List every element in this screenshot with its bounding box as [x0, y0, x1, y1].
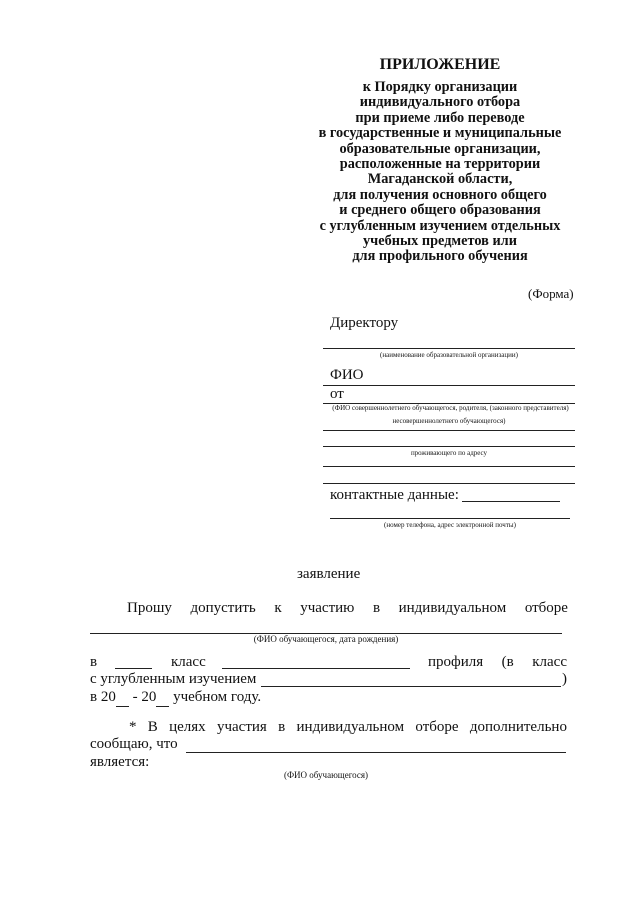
- note-word: индивидуальном: [296, 719, 405, 735]
- request-word: в: [372, 600, 381, 616]
- subtitle-line: при приеме либо переводе: [355, 109, 525, 126]
- year-end-field[interactable]: [156, 689, 169, 707]
- subjects-field[interactable]: [261, 686, 561, 687]
- close-paren: ): [562, 671, 567, 687]
- note-word: дополнительно: [469, 719, 567, 735]
- subtitle-line: Магаданской области,: [367, 171, 513, 188]
- subtitle-line: образовательные организации,: [339, 140, 541, 157]
- academic-year: [90, 689, 261, 707]
- fio-field[interactable]: [323, 385, 575, 386]
- note-word: участия: [216, 719, 267, 735]
- address-field[interactable]: [323, 466, 575, 467]
- subtitle-line: в государственные и муниципальные: [318, 125, 562, 142]
- applicant-name-field-2[interactable]: [323, 430, 575, 431]
- director-label: Директору: [330, 315, 399, 331]
- year-mid: - 20: [128, 689, 157, 705]
- from-label: от: [330, 386, 344, 402]
- statement-title: заявление: [297, 566, 361, 582]
- class-word: класс: [171, 654, 206, 670]
- year-suffix: учебном году.: [169, 689, 262, 705]
- form-label: (Форма): [528, 286, 574, 301]
- class-number-field[interactable]: [115, 668, 152, 669]
- subtitle-line: расположенные на территории: [339, 156, 541, 173]
- request-word: допустить: [190, 600, 256, 616]
- org-name-field[interactable]: [323, 348, 575, 349]
- contacts-caption: (номер телефона, адрес электронной почты): [384, 521, 516, 529]
- appendix-subtitle: [300, 80, 580, 265]
- contacts-field-2[interactable]: [330, 518, 570, 519]
- note-word: В: [147, 719, 158, 735]
- note-is: является:: [90, 754, 150, 770]
- subtitle-line: индивидуального отбора: [359, 94, 521, 111]
- address-field-2[interactable]: [323, 483, 575, 484]
- year-prefix: в 20: [90, 689, 116, 705]
- request-word: индивидуальном: [398, 600, 507, 616]
- profile-word: (в: [501, 654, 514, 670]
- note-field[interactable]: [186, 752, 566, 753]
- year-start-field[interactable]: [116, 689, 129, 707]
- fio-label: ФИО: [330, 367, 364, 383]
- request-word: Прошу: [127, 600, 172, 616]
- note-caption: (ФИО обучающегося): [283, 770, 369, 780]
- subtitle-line: для профильного обучения: [352, 248, 528, 265]
- note-line: [129, 719, 567, 736]
- subtitle-line: с углубленным изучением отдельных: [319, 217, 561, 234]
- request-word: к: [274, 600, 282, 616]
- request-word: участию: [300, 600, 355, 616]
- class-name-field[interactable]: [222, 668, 410, 669]
- applicant-caption: (ФИО совершеннолетнего обучающегося, родителя, (законного представителя): [332, 404, 569, 412]
- student-caption: (ФИО обучающегося, дата рождения): [253, 634, 399, 644]
- note-inform: сообщаю, что: [90, 736, 178, 752]
- profile-word: профиля: [428, 654, 484, 670]
- applicant-name-field-3[interactable]: [323, 446, 575, 447]
- profile-text: [428, 654, 567, 671]
- subtitle-line: и среднего общего образования: [339, 202, 541, 219]
- request-word: отборе: [524, 600, 568, 616]
- note-word: в: [278, 719, 286, 735]
- request-line: [127, 600, 568, 617]
- org-name-caption: (наименование образовательной организации): [380, 351, 518, 359]
- note-word: целях: [169, 719, 206, 735]
- subtitle-line: для получения основного общего: [333, 186, 547, 203]
- address-caption: проживающего по адресу: [410, 449, 488, 457]
- deep-study-label: с углубленным изучением: [90, 671, 257, 687]
- contacts-label: контактные данные:: [330, 487, 459, 503]
- class-preposition: в: [90, 654, 98, 670]
- appendix-title: ПРИЛОЖЕНИЕ: [379, 56, 501, 73]
- note-word: *: [129, 719, 137, 735]
- contacts-field[interactable]: [462, 501, 560, 502]
- profile-word: класс: [532, 654, 567, 670]
- note-word: отборе: [415, 719, 459, 735]
- applicant-caption-2: несовершеннолетнего обучающегося): [392, 417, 506, 425]
- subtitle-line: учебных предметов или: [363, 233, 517, 250]
- subtitle-line: к Порядку организации: [362, 79, 518, 95]
